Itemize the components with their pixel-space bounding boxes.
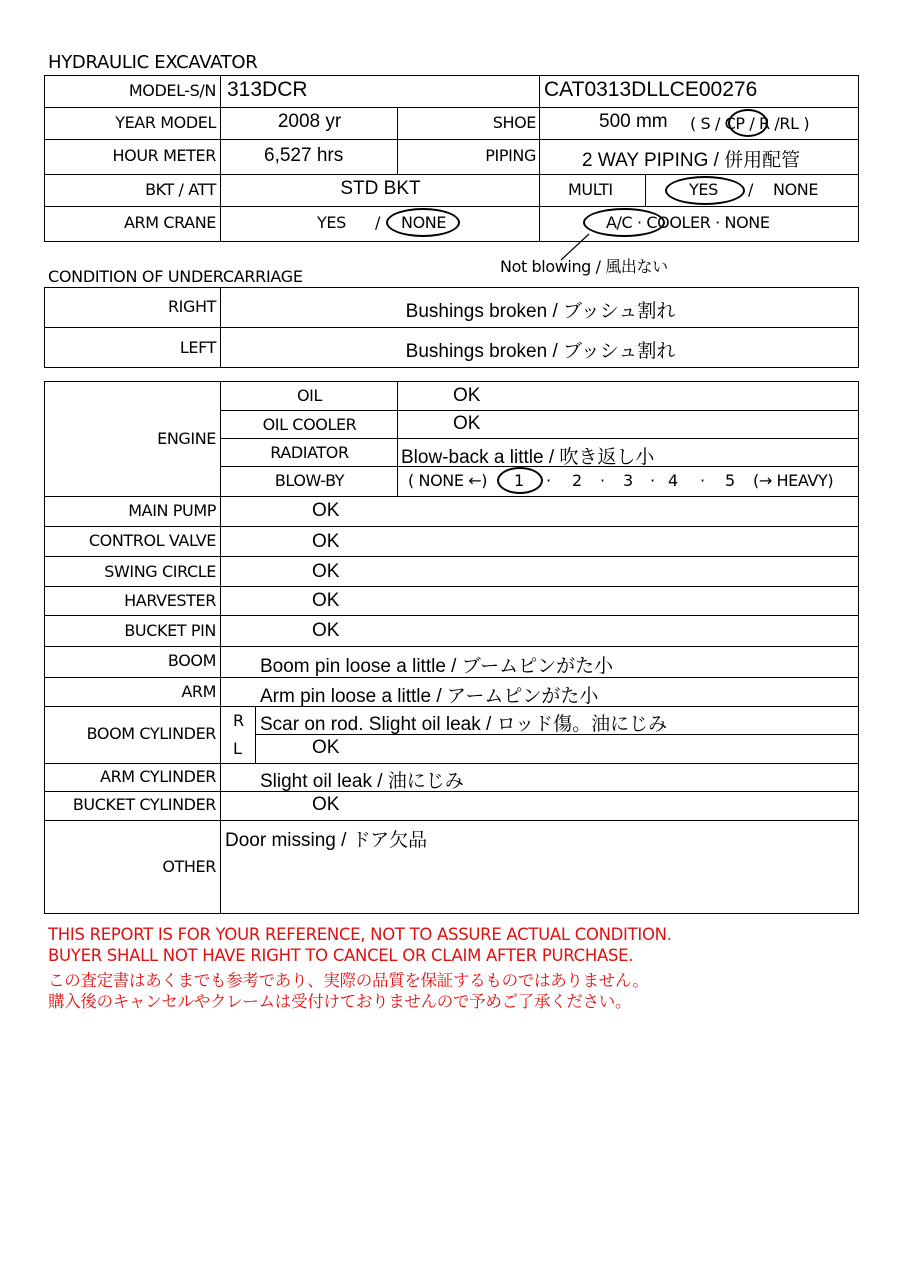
shoe-selection-circle <box>728 109 768 137</box>
blowby-scale-dot: · <box>546 471 551 490</box>
other-label: OTHER <box>162 857 216 876</box>
engine-oil-value: OK <box>453 385 481 406</box>
arm-label: ARM <box>181 682 216 701</box>
piping-value: 2 WAY PIPING / 併用配管 <box>582 150 801 171</box>
boom-cylinder-label: BOOM CYLINDER <box>86 724 216 743</box>
model-value: 313DCR <box>227 78 308 101</box>
boom-cylinder-l-label: L <box>233 739 242 758</box>
main-pump-value: OK <box>312 500 340 521</box>
blowby-scale-4: 4 <box>668 471 678 490</box>
blowby-scale-dot: · <box>650 471 655 490</box>
multi-yes: YES <box>689 180 718 199</box>
boom-cylinder-r-label: R <box>233 711 244 730</box>
shoe-value: 500 mm <box>599 111 668 132</box>
blowby-scale-none: ( NONE ←) <box>408 471 488 490</box>
multi-selection-circle <box>665 176 745 205</box>
disclaimer-line-2: BUYER SHALL NOT HAVE RIGHT TO CANCEL OR CLAIM AFTER PURCHASE. <box>48 946 634 965</box>
engine-label: ENGINE <box>157 429 216 448</box>
arm-crane-selection-circle <box>386 208 460 237</box>
bucket-pin-label: BUCKET PIN <box>124 621 216 640</box>
shoe-label: SHOE <box>492 113 536 132</box>
disclaimer-line-3: この査定書はあくまでも参考であり、実際の品質を保証するものではありません。 <box>48 971 649 990</box>
main-pump-label: MAIN PUMP <box>128 501 216 520</box>
boom-value: Boom pin loose a little / ブームピンがた小 <box>260 656 614 677</box>
undercarriage-right-value: Bushings broken / ブッシュ割れ <box>405 301 676 322</box>
boom-cylinder-l-value: OK <box>312 737 340 758</box>
model-label: MODEL-S/N <box>128 81 216 100</box>
engine-blowby-label: BLOW-BY <box>274 471 345 490</box>
boom-label: BOOM <box>167 651 216 670</box>
multi-separator: / <box>748 180 753 199</box>
undercarriage-heading: CONDITION OF UNDERCARRIAGE <box>48 267 303 286</box>
hours-value: 6,527 hrs <box>264 145 344 166</box>
arm-cylinder-label: ARM CYLINDER <box>100 767 216 786</box>
blowby-scale-dot: · <box>600 471 605 490</box>
arm-value: Arm pin loose a little / アームピンがた小 <box>260 686 599 707</box>
year-value: 2008 yr <box>277 111 342 132</box>
blowby-scale-3: 3 <box>623 471 633 490</box>
bkt-label: BKT / ATT <box>145 180 216 199</box>
blowby-selection-circle <box>497 467 543 494</box>
undercarriage-left-label: LEFT <box>179 338 216 357</box>
bkt-value: STD BKT <box>340 178 421 199</box>
undercarriage-left-value: Bushings broken / ブッシュ割れ <box>405 341 676 362</box>
engine-oil-cooler-value: OK <box>453 413 481 434</box>
blowby-scale-1: 1 <box>514 471 524 490</box>
disclaimer-line-4: 購入後のキャンセルやクレームは受付けておりませんので予めご了承ください。 <box>48 992 632 1011</box>
hour-label: HOUR METER <box>112 146 216 165</box>
engine-radiator-label: RADIATOR <box>270 443 349 462</box>
blowby-scale-heavy: (→ HEAVY) <box>753 471 834 490</box>
ac-selection-circle <box>583 208 665 237</box>
engine-radiator-value: Blow-back a little / 吹き返し小 <box>401 447 655 468</box>
undercarriage-right-label: RIGHT <box>167 297 216 316</box>
control-valve-label: CONTROL VALVE <box>88 531 216 550</box>
ac-options: A/C · COOLER · NONE <box>606 213 770 232</box>
blowby-scale-5: 5 <box>725 471 735 490</box>
multi-none: NONE <box>773 180 819 199</box>
shoe-options: ( S / CP / R /RL ) <box>690 114 810 133</box>
arm-crane-none: NONE <box>401 213 447 232</box>
other-value: Door missing / ドア欠品 <box>225 830 428 851</box>
blowby-scale-dot: · <box>700 471 705 490</box>
engine-oil-cooler-label: OIL COOLER <box>262 415 357 434</box>
arm-crane-yes: YES <box>317 213 346 232</box>
piping-label: PIPING <box>485 146 536 165</box>
arm-crane-label: ARM CRANE <box>123 213 216 232</box>
year-label: YEAR MODEL <box>115 113 216 132</box>
swing-circle-value: OK <box>312 561 340 582</box>
multi-label: MULTI <box>568 180 613 199</box>
swing-circle-label: SWING CIRCLE <box>104 562 216 581</box>
disclaimer-line-1: THIS REPORT IS FOR YOUR REFERENCE, NOT TO ASSURE ACTUAL CONDITION. <box>48 925 672 944</box>
bucket-cylinder-value: OK <box>312 794 340 815</box>
boom-cylinder-r-value: Scar on rod. Slight oil leak / ロッド傷。油にじみ <box>260 714 668 735</box>
engine-oil-label: OIL <box>296 386 323 405</box>
bucket-pin-value: OK <box>312 620 340 641</box>
control-valve-value: OK <box>312 531 340 552</box>
bucket-cylinder-label: BUCKET CYLINDER <box>72 795 216 814</box>
blowby-scale-2: 2 <box>572 471 582 490</box>
arm-crane-separator: / <box>375 213 380 232</box>
harvester-label: HARVESTER <box>124 591 216 610</box>
page-title: HYDRAULIC EXCAVATOR <box>48 52 258 73</box>
serial-value: CAT0313DLLCE00276 <box>544 78 758 101</box>
harvester-value: OK <box>312 590 340 611</box>
arm-cylinder-value: Slight oil leak / 油にじみ <box>260 771 464 792</box>
ac-note: Not blowing / 風出ない <box>500 257 668 276</box>
